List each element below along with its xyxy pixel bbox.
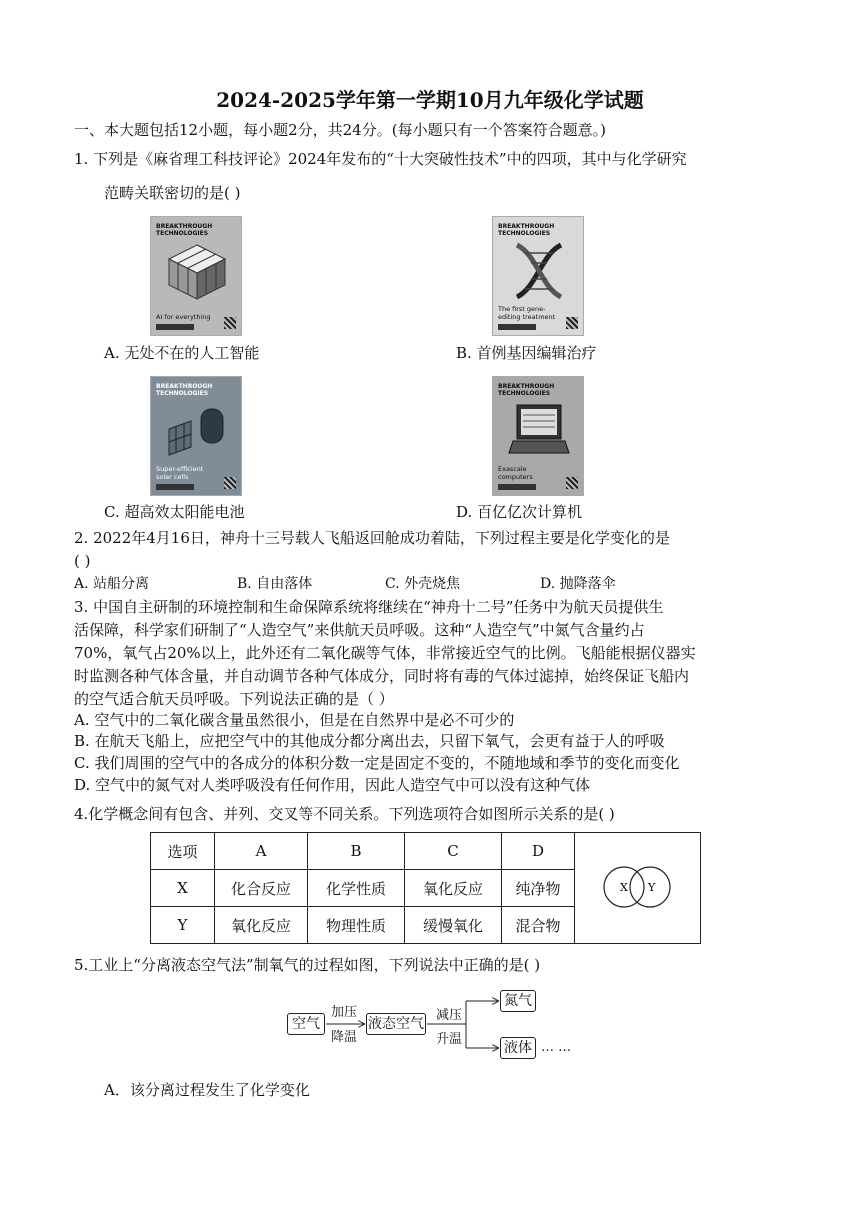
flow-step1-top: 加压 xyxy=(331,1005,358,1020)
cover-b-caption: The first gene- editing treatment xyxy=(498,305,556,321)
flow-box-air: 空气 xyxy=(287,1013,325,1035)
table-cell: 选项 xyxy=(151,833,215,870)
table-cell: 氧化反应 xyxy=(215,907,308,944)
table-cell: 混合物 xyxy=(502,907,575,944)
q3-stem-line4: 时监测各种气体含量，并自动调节各种气体成分，同时将有毒的气体过滤掉，始终保证飞船内 xyxy=(74,667,690,685)
table-cell: B xyxy=(308,833,405,870)
venn-label-x: X xyxy=(620,881,628,894)
table-cell: X xyxy=(151,870,215,907)
q3-option-a[interactable]: A. 空气中的二氧化碳含量虽然很小，但是在自然界中是必不可少的 xyxy=(74,711,515,729)
q3-option-d[interactable]: D. 空气中的氮气对人类呼吸没有任何作用，因此人造空气中可以没有这种气体 xyxy=(74,776,591,794)
flow-box-nitrogen: 氮气 xyxy=(500,990,536,1012)
cover-a-caption: AI for everything xyxy=(156,313,211,321)
cover-a-header: BREAKTHROUGH TECHNOLOGIES xyxy=(156,223,213,237)
q5-option-a[interactable]: A．该分离过程发生了化学变化 xyxy=(104,1081,310,1099)
q1-option-a[interactable]: A. 无处不在的人工智能 xyxy=(104,344,260,362)
table-cell: 氧化反应 xyxy=(405,870,502,907)
table-cell: 化学性质 xyxy=(308,870,405,907)
q2-option-d[interactable]: D. 抛降落伞 xyxy=(540,576,616,592)
q3-stem-line2: 活保障，科学家们研制了“人造空气”来供航天员呼吸。这种“人造空气”中氮气含量约占 xyxy=(74,621,645,639)
table-cell: A xyxy=(215,833,308,870)
q4-stem: 4.化学概念间有包含、并列、交叉等不同关系。下列选项符合如图所示关系的是( ) xyxy=(74,805,615,823)
table-cell: 缓慢氧化 xyxy=(405,907,502,944)
flow-step2-bottom: 升温 xyxy=(436,1032,463,1047)
table-cell: 物理性质 xyxy=(308,907,405,944)
q3-stem-line1: 3. 中国自主研制的环境控制和生命保障系统将继续在“神舟十二号”任务中为航天员提供生 xyxy=(74,598,664,616)
q2-option-a[interactable]: A. 站船分离 xyxy=(74,576,150,592)
q2-stem-line1: 2. 2022年4月16日，神舟十三号载人飞船返回舱成功着陆，下列过程主要是化学变化的是 xyxy=(74,529,670,547)
cover-c-header: BREAKTHROUGH TECHNOLOGIES xyxy=(156,383,213,397)
table-cell: 化合反应 xyxy=(215,870,308,907)
q1-option-d[interactable]: D. 百亿亿次计算机 xyxy=(456,503,583,521)
table-cell: 纯净物 xyxy=(502,870,575,907)
cover-d-caption: Exascale computers xyxy=(498,465,533,481)
flow-ellipsis: … … xyxy=(541,1040,572,1055)
cover-b-header: BREAKTHROUGH TECHNOLOGIES xyxy=(498,223,555,237)
q1-option-b[interactable]: B. 首例基因编辑治疗 xyxy=(456,344,597,362)
table-cell: C xyxy=(405,833,502,870)
flow-step2-top: 减压 xyxy=(436,1008,463,1023)
table-cell: Y xyxy=(151,907,215,944)
q3-stem-line5: 的空气适合航天员呼吸。下列说法正确的是（ ） xyxy=(74,690,394,708)
q5-stem: 5.工业上“分离液态空气法”制氧气的过程如图，下列说法中正确的是( ) xyxy=(74,956,541,974)
flow-step1-bottom: 降温 xyxy=(331,1030,358,1045)
table-cell: D xyxy=(502,833,575,870)
cover-c-caption: Super-efficient solar cells xyxy=(156,465,204,481)
cover-d-header: BREAKTHROUGH TECHNOLOGIES xyxy=(498,383,555,397)
q1-option-c[interactable]: C. 超高效太阳能电池 xyxy=(104,503,245,521)
section-heading: 一、本大题包括12小题，每小题2分，共24分。(每小题只有一个答案符合题意。) xyxy=(74,121,606,139)
q2-stem-line2: ( ) xyxy=(74,552,91,570)
q3-option-c[interactable]: C. 我们周围的空气中的各成分的体积分数一定是固定不变的，不随地域和季节的变化而变化 xyxy=(74,754,680,772)
flow-box-liquid-air: 液态空气 xyxy=(366,1013,426,1035)
q1-stem-line1: 1. 下列是《麻省理工科技评论》2024年发布的“十大突破性技术”中的四项，其中与化学研究 xyxy=(74,150,687,168)
page-title: 2024-2025学年第一学期10月九年级化学试题 xyxy=(216,88,644,112)
q3-stem-line3: 70%，氧气占20%以上，此外还有二氧化碳等气体，非常接近空气的比例。飞船能根据仪器实 xyxy=(74,644,696,662)
q3-option-b[interactable]: B. 在航天飞船上，应把空气中的其他成分都分离出去，只留下氧气，会更有益于人的呼吸 xyxy=(74,732,665,750)
venn-label-y: Y xyxy=(648,881,656,894)
q2-option-b[interactable]: B. 自由落体 xyxy=(237,576,313,592)
q1-stem-line2: 范畴关联密切的是( ) xyxy=(104,184,241,202)
flow-box-liquid: 液体 xyxy=(500,1037,536,1059)
q2-option-c[interactable]: C. 外壳烧焦 xyxy=(385,576,461,592)
